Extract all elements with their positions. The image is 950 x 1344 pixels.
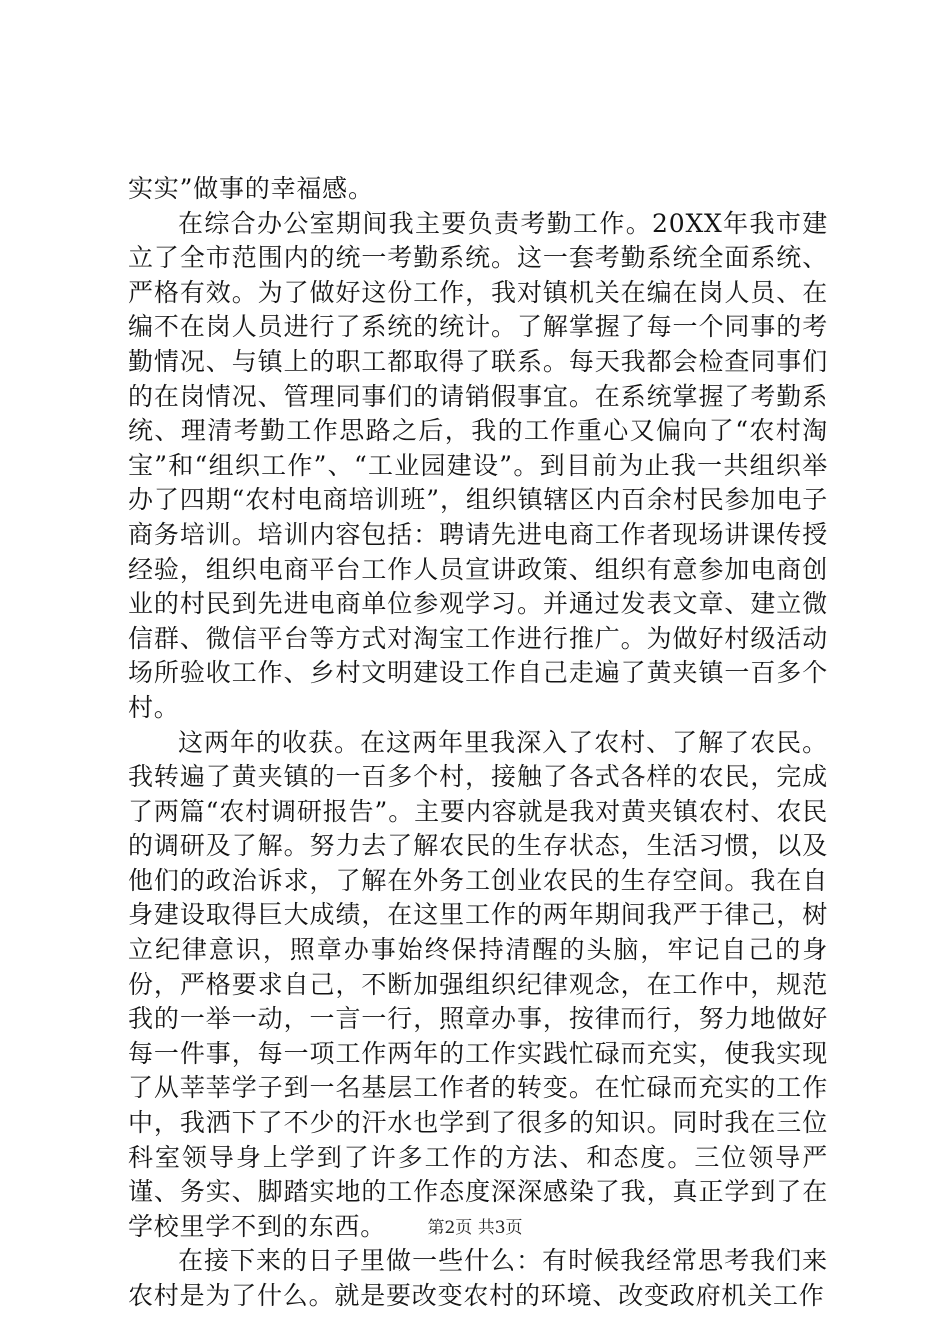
paragraph-1: 实实”做事的幸福感。: [128, 174, 374, 203]
paragraph-3: 这两年的收获。在这两年里我深入了农村、了解了农民。我转遍了黄夹镇的一百多个村，接触了各式各样的农民，完成了两篇“农村调研报告”。主要内容就是我对黄夹镇农村、农民的调研及了解。努力去了解农民的生存状态，生活习惯，以及他们的政治诉求，了解在外务工创业农民的生存空间。我在自身建设取得巨大成绩，在这里工作的两年期间我严于律己，树立纪律意识，照章办事始终保持清醒的头脑，牢记自己的身份，严格要求自己，不断加强组织纪律观念，在工作中，规范我的一举一动，一言一行，照章办事，按律而行，努力地做好每一件事，每一项工作两年的工作实践忙碌而充实，使我实现了从莘莘学子到一名基层工作者的转变。在忙碌而充实的工作中，我洒下了不少的汗水也学到了很多的知识。同时我在三位科室领导身上学到了许多工作的方法、和态度。三位领导严谨、务实、脚踏实地的工作态度深深感染了我，真正学到了在学校里学不到的东西。: [128, 727, 828, 1241]
page-number-footer: 第2页 共3页: [427, 1218, 523, 1238]
paragraph-4: 在接下来的日子里做一些什么：有时候我经常思考我们来农村是为了什么。就是要改变农村的环境、改变政府机关工作: [128, 1246, 828, 1310]
document-body: [128, 172, 828, 1314]
paragraph-2: 在综合办公室期间我主要负责考勤工作。20XX年我市建立了全市范围内的统一考勤系统。这一套考勤系统全面系统、严格有效。为了做好这份工作，我对镇机关在编在岗人员、在编不在岗人员进行了系统的统计。了解掌握了每一个同事的考勤情况、与镇上的职工都取得了联系。每天我都会检查同事们的在岗情况、管理同事们的请销假事宜。在系统掌握了考勤系统、理清考勤工作思路之后，我的工作重心又偏向了“农村淘宝”和“组织工作”、“工业园建设”。到目前为止我一共组织举办了四期“农村电商培训班”，组织镇辖区内百余村民参加电子商务培训。培训内容包括：聘请先进电商工作者现场讲课传授经验，组织电商平台工作人员宣讲政策、组织有意参加电商创业的村民到先进电商单位参观学习。并通过发表文章、建立微信群、微信平台等方式对淘宝工作进行推广。为做好村级活动场所验收工作、乡村文明建设工作自己走遍了黄夹镇一百多个村。: [128, 208, 828, 722]
